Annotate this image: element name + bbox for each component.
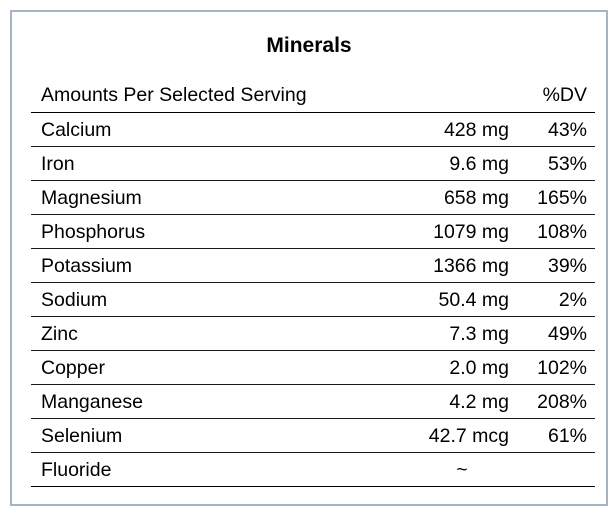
- mineral-name: Copper: [41, 357, 105, 379]
- mineral-name: Phosphorus: [41, 221, 146, 243]
- mineral-amount: 42.7 mcg: [428, 425, 509, 447]
- mineral-name: Potassium: [41, 255, 133, 277]
- mineral-name: Iron: [41, 153, 75, 175]
- header-label: Amounts Per Selected Serving: [41, 84, 307, 106]
- minerals-table: [31, 77, 595, 487]
- mineral-amount: 428 mg: [443, 119, 509, 141]
- table-header-row: [31, 77, 595, 113]
- mineral-dv: 102%: [537, 357, 587, 379]
- mineral-amount: ~: [456, 459, 468, 481]
- mineral-amount: 7.3 mg: [449, 323, 509, 345]
- table-row: [31, 147, 595, 181]
- mineral-name: Sodium: [41, 289, 108, 311]
- minerals-panel: [10, 10, 608, 506]
- mineral-name: Fluoride: [41, 459, 112, 481]
- mineral-dv: 61%: [547, 425, 587, 447]
- table-row: [31, 385, 595, 419]
- mineral-dv: 43%: [547, 119, 587, 141]
- header-dv: %DV: [542, 84, 587, 106]
- table-row: [31, 249, 595, 283]
- mineral-amount: 1366 mg: [433, 255, 509, 277]
- mineral-amount: 4.2 mg: [449, 391, 509, 413]
- mineral-amount: 1079 mg: [433, 221, 509, 243]
- mineral-dv: 49%: [547, 323, 587, 345]
- mineral-dv: 165%: [537, 187, 587, 209]
- table-row: [31, 215, 595, 249]
- table-row: [31, 317, 595, 351]
- mineral-amount: 2.0 mg: [449, 357, 509, 379]
- mineral-dv: 39%: [547, 255, 587, 277]
- table-row: [31, 113, 595, 147]
- mineral-dv: 53%: [547, 153, 587, 175]
- mineral-name: Magnesium: [41, 187, 142, 209]
- mineral-dv: 108%: [537, 221, 587, 243]
- mineral-dv: 208%: [537, 391, 587, 413]
- table-row: [31, 419, 595, 453]
- mineral-amount: 9.6 mg: [449, 153, 509, 175]
- mineral-name: Selenium: [41, 425, 123, 447]
- mineral-amount: 658 mg: [443, 187, 509, 209]
- table-row: [31, 283, 595, 317]
- table-row: [31, 181, 595, 215]
- panel-title: Minerals: [266, 34, 352, 57]
- mineral-name: Manganese: [41, 391, 143, 413]
- mineral-dv: 2%: [558, 289, 587, 311]
- mineral-amount: 50.4 mg: [438, 289, 509, 311]
- table-row: [31, 453, 595, 487]
- mineral-name: Zinc: [41, 323, 78, 345]
- mineral-name: Calcium: [41, 119, 112, 141]
- table-row: [31, 351, 595, 385]
